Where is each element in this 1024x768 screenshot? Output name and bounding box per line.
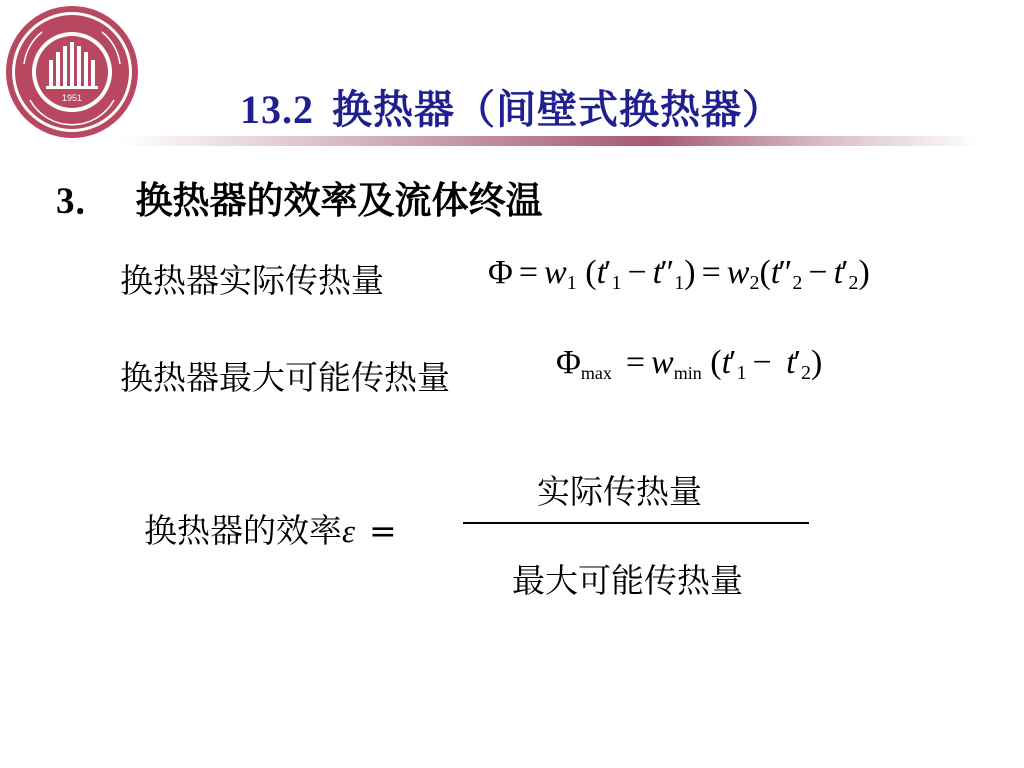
section-number: 3． [56, 181, 112, 222]
actual-heat-formula: $\Phi = w_1$ $(t'_1 - t''_1) = w_2(t''_2 - t'_2)$ [488, 254, 870, 294]
title-number: 13.2 [240, 87, 314, 132]
section-heading [56, 170, 543, 224]
max-heat-label: 换热器最大可能传热量 [120, 358, 450, 397]
page-title [240, 78, 783, 135]
section-heading-text: 换热器的效率及流体终温 [135, 178, 543, 222]
fraction-bar [463, 522, 809, 524]
numerator-text: 实际传热量 [537, 472, 702, 511]
university-logo-icon [2, 2, 142, 142]
title-text: 换热器（间壁式换热器） [332, 87, 783, 132]
logo-year: 1951 [61, 93, 83, 103]
equals-sign: = [369, 511, 397, 550]
efficiency-label-text: 换热器的效率 [144, 511, 342, 550]
denominator-text: 最大可能传热量 [512, 561, 743, 600]
max-heat-formula: $\Phi_{max} = w_{min}$ $(t'_1 - t'_2)$ [556, 344, 823, 384]
title-divider [120, 136, 980, 146]
epsilon-symbol: ε [342, 514, 356, 550]
efficiency-label [144, 505, 397, 552]
actual-heat-label: 换热器实际传热量 [120, 261, 384, 300]
